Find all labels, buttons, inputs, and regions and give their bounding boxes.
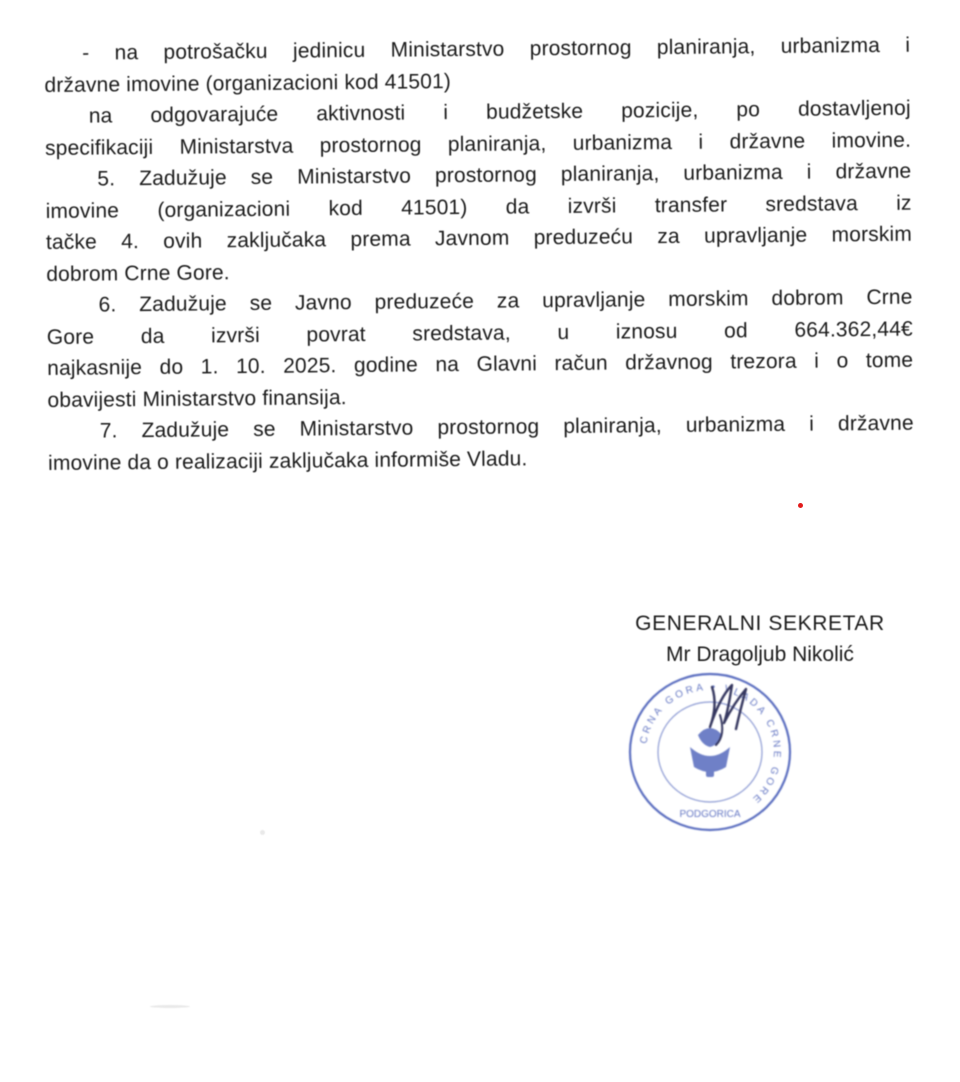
text-line: 7. Zadužuje se Ministarstvo prostornog planiranja, urbanizma i državne [99,411,914,443]
signature-block [600,608,920,670]
seal-ring-text: CRNA GORA • VLADA CRNE GORE [638,681,783,807]
signatory-name: Mr Dragoljub Nikolić [666,643,854,666]
text-line: 6. Zadužuje se Javno preduzeće za upravljanje morskim dobrom Crne [98,285,913,317]
signatory-title: GENERALNI SEKRETAR [635,612,885,635]
text-line: državne imovine (organizacioni kod 41501) [44,69,452,97]
text-line: imovine (organizacioni kod 41501) da izvrši transfer sredstava iz [45,191,912,223]
text-line: imovine da o realizaciji zaključaka informiše Vladu. [47,446,528,475]
text-line: najkasnije do 1. 10. 2025. godine na Glavni račun državnog trezora i o tome [47,348,914,380]
text-line: - na potrošačku jedinicu Ministarstvo prostornog planiranja, urbanizma i [82,33,911,65]
official-seal [620,665,800,840]
text-line: obavijesti Ministarstvo finansija. [47,385,347,412]
red-dot-mark [798,503,803,508]
resolution-text [44,30,914,479]
text-line: na odgovarajuće aktivnosti i budžetske pozicije, po dostavljenoj [88,96,911,128]
text-line: tačke 4. ovih zaključaka prema Javnom preduzeću za upravljanje morskim [45,222,913,254]
seal-city: PODGORICA [679,809,741,820]
text-line: 5. Zadužuje se Ministarstvo prostornog planiranja, urbanizma i državne [97,159,912,191]
text-line: specifikaciji Ministarstva prostornog planiranja, urbanizma i državne imovine. [44,128,912,160]
text-line: dobrom Crne Gore. [46,260,230,286]
text-line: Gore da izvrši povrat sredstava, u iznosu od 664.362,44€ [46,317,913,349]
seal-stamp-icon [620,665,800,840]
